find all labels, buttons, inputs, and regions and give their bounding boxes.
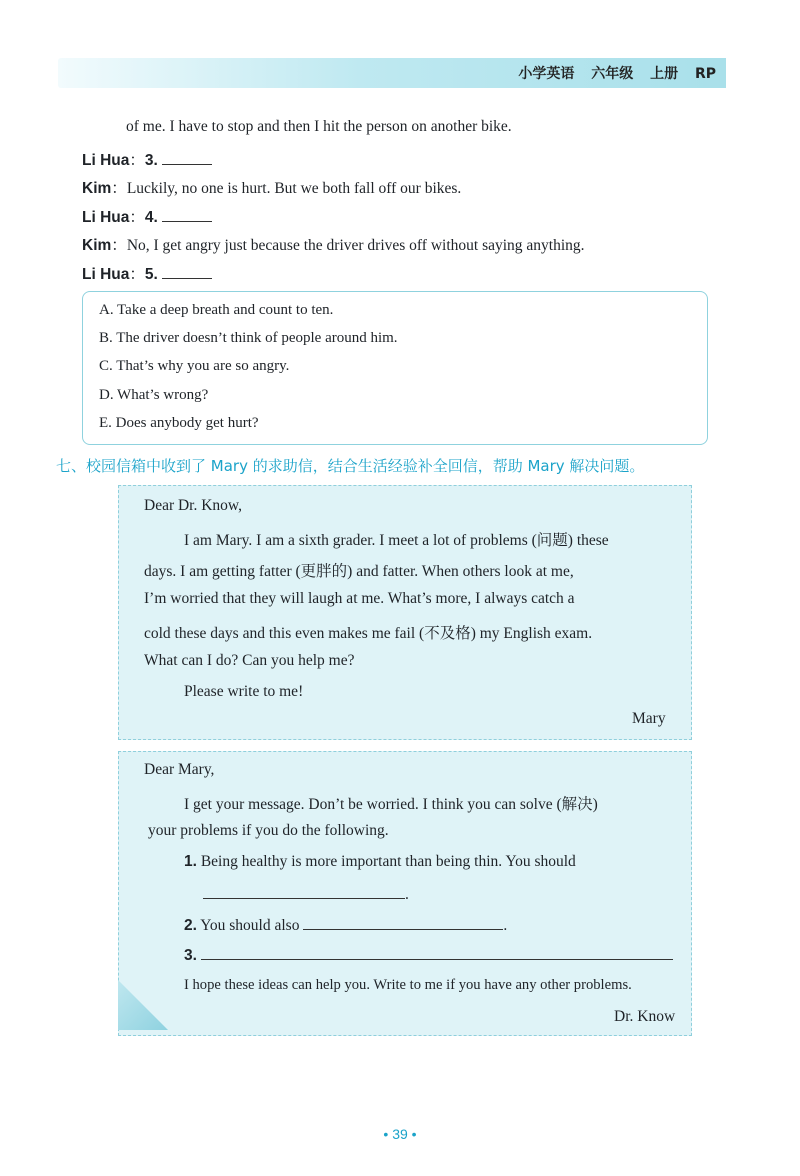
- answer-blank[interactable]: [201, 945, 673, 960]
- option-c: C. That’s why you are so angry.: [99, 358, 290, 374]
- item-text: Being healthy is more important than being thin. You should: [200, 853, 576, 870]
- letter2-line: your problems if you do the following.: [148, 822, 389, 839]
- letter1-greeting: Dear Dr. Know,: [144, 497, 242, 514]
- speaker-name: Kim: [82, 237, 112, 254]
- question-number: 4.: [144, 209, 158, 226]
- header-subject: 小学英语: [518, 66, 575, 82]
- letter1-line: cold these days and this even makes me fail (不及格) my English exam.: [144, 625, 593, 642]
- question-number: 5.: [144, 266, 158, 283]
- dialogue-line: Kim：No, I get angry just because the driver drives off without saying anything.: [82, 237, 585, 254]
- speaker-name: Kim: [82, 180, 112, 197]
- item-number: 2.: [184, 917, 197, 934]
- answer-blank[interactable]: [162, 150, 212, 165]
- header-edition: RP: [694, 66, 716, 82]
- letter1-line: days. I am getting fatter (更胖的) and fatter. When others look at me,: [144, 563, 574, 580]
- reply-item-1: [184, 853, 576, 871]
- dialogue-line: Li Hua：5.: [82, 262, 212, 284]
- answer-blank[interactable]: [162, 207, 212, 222]
- option-d: D. What’s wrong?: [99, 387, 209, 403]
- letter-from-mary: [118, 485, 692, 740]
- page-number: • 39 •: [383, 1126, 417, 1142]
- speaker-name: Li Hua: [82, 266, 130, 283]
- answer-blank[interactable]: [162, 264, 212, 279]
- letter2-closing: I hope these ideas can help you. Write to me if you have any other problems.: [184, 977, 632, 993]
- letter1-signature: Mary: [632, 710, 666, 727]
- item-text: You should also: [200, 917, 300, 934]
- dialogue-line: Li Hua：3.: [82, 148, 212, 170]
- dialogue-line: Li Hua：4.: [82, 205, 212, 227]
- dialogue-text: Luckily, no one is hurt. But we both fall off our bikes.: [126, 180, 462, 197]
- reply-item-3: [184, 945, 673, 965]
- dialogue-line: of me. I have to stop and then I hit the person on another bike.: [126, 118, 512, 135]
- options-box: [82, 291, 708, 445]
- section-title: 七、校园信箱中收到了 Mary 的求助信，结合生活经验补全回信，帮助 Mary 解决问题。: [56, 457, 645, 475]
- letter2-greeting: Dear Mary,: [144, 761, 215, 778]
- header-volume: 上册: [650, 66, 679, 82]
- question-number: 3.: [144, 152, 158, 169]
- speaker-name: Li Hua: [82, 209, 130, 226]
- reply-item-1-answer: .: [203, 884, 409, 904]
- reply-item-2: 2. You should also .: [184, 917, 508, 934]
- answer-blank[interactable]: [303, 915, 503, 930]
- dialogue-text: No, I get angry just because the driver drives off without saying anything.: [126, 237, 585, 254]
- answer-blank[interactable]: [203, 884, 405, 899]
- header-grade: 六年级: [591, 66, 634, 82]
- option-b: B. The driver doesn’t think of people around him.: [99, 330, 398, 346]
- letter1-line: I’m worried that they will laugh at me. What’s more, I always catch a: [144, 590, 575, 607]
- option-e: E. Does anybody get hurt?: [99, 415, 259, 431]
- letter1-line: Please write to me!: [184, 683, 304, 700]
- item-number: 3.: [184, 947, 197, 964]
- letter1-line: What can I do? Can you help me?: [144, 652, 355, 669]
- letter1-line: I am Mary. I am a sixth grader. I meet a lot of problems (问题) these: [184, 532, 609, 549]
- option-a: A. Take a deep breath and count to ten.: [99, 302, 334, 318]
- item-number: 1.: [184, 853, 197, 870]
- speaker-name: Li Hua: [82, 152, 130, 169]
- letter2-line: I get your message. Don’t be worried. I think you can solve (解决): [184, 796, 598, 813]
- dialogue-line: Kim：Luckily, no one is hurt. But we both fall off our bikes.: [82, 180, 462, 197]
- running-header: [506, 63, 716, 83]
- letter2-signature: Dr. Know: [614, 1008, 676, 1025]
